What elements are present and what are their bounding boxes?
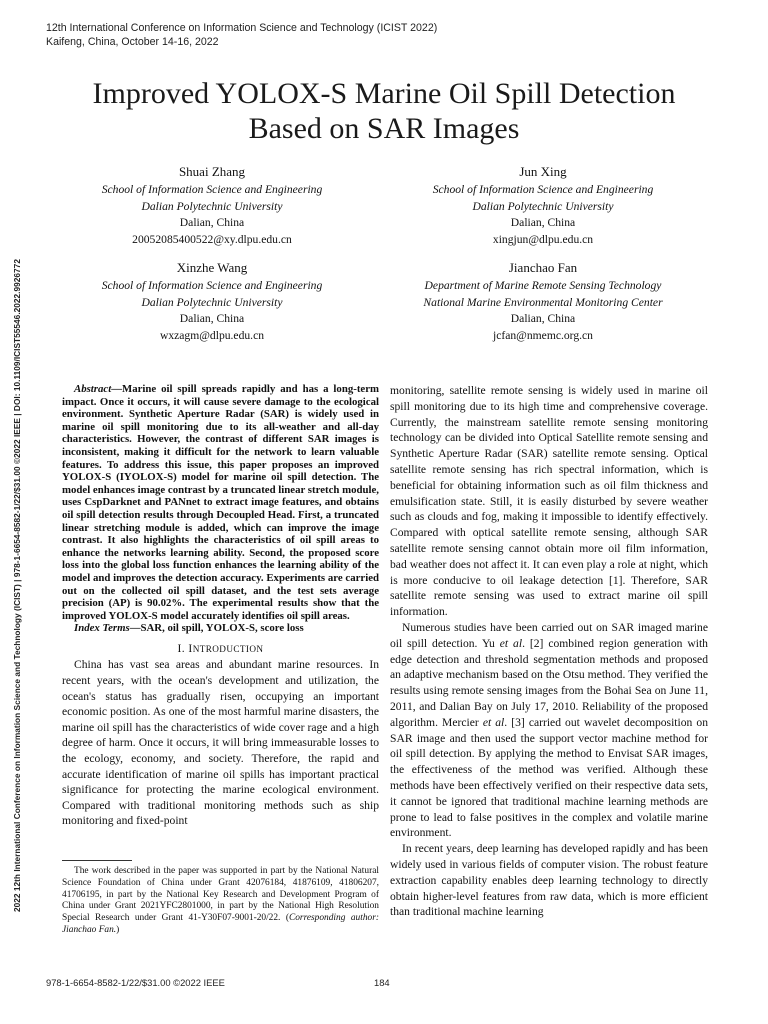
conference-location: Kaifeng, China, October 14-16, 2022: [46, 36, 219, 48]
author-block-3: [62, 259, 362, 344]
author-affiliation: School of Information Science and Engineering: [101, 279, 323, 292]
author-name: Jun Xing: [519, 164, 567, 179]
index-terms-text: —SAR, oil spill, YOLOX-S, score loss: [129, 622, 304, 635]
author-block-1: [62, 163, 362, 248]
author-institution: Dalian Polytechnic University: [141, 199, 283, 213]
section-heading: [62, 643, 379, 656]
index-terms-label: Index Terms: [74, 622, 130, 635]
author-email[interactable]: wxzagm@dlpu.edu.cn: [159, 328, 265, 342]
index-terms: [62, 622, 379, 635]
author-affiliation: Department of Marine Remote Sensing Technology: [424, 279, 662, 292]
author-email[interactable]: jcfan@nmemc.org.cn: [493, 328, 593, 342]
right-paragraph-3: In recent years, deep learning has developed rapidly and has been widely used in various fields of computer vision. The robust feature extraction capability enables deep learning technology to directly obtain higher-level features from raw data, which is more efficient than traditional machine learning: [390, 842, 708, 919]
p2-text-c: . [3] carried out wavelet decomposition on SAR image and then used the support vector machine method for oil spill detection. By applying the method to Envisat SAR images, the effectiveness of the method was verified. Although these methods have been effectively verified on their respective data sets, it cannot be ignored that traditional machine learning methods are prone to lead to false positives in the complex and volatile marine environment.: [390, 715, 708, 840]
title-line-1: Improved YOLOX-S Marine Oil Spill Detection: [92, 77, 676, 110]
footer-isbn: 978-1-6654-8582-1/22/$31.00 ©2022 IEEE: [46, 977, 225, 988]
author-city: Dalian, China: [510, 312, 576, 326]
footnote: [62, 866, 379, 937]
p2-text-b: . [2] combined region generation with edge detection and threshold segmentation methods and proposed an adaptive mechanism based on the Otsu method. They verified the results using remote sensing images from the Bohai Sea on June 11, 2011, and Dalian Bay on July 17, 2010. Reliability of the proposed algorithm. Mercier: [390, 636, 708, 729]
author-city: Dalian, China: [179, 312, 245, 326]
author-name: Xinzhe Wang: [176, 260, 248, 275]
right-paragraph-2: [390, 620, 708, 841]
intro-paragraph: China has vast sea areas and abundant marine resources. In recent years, with the ocean's development and utilization, the ocean's status has gradually risen, occupying an important economic position. As one of the most harmful marine disasters, the marine oil spill has the characteristics of wide cover rage and a high degree of harm. Once it occurs, it will bring immeasurable losses to the ecology, economy, and society. Therefore, the rapid and accurate identification of marine oil spills has important practical significance for protecting the marine ecological environment. Compared with traditional monitoring methods such as ship monitoring and fixed-point: [62, 658, 379, 828]
author-email[interactable]: 20052085400522@xy.dlpu.edu.cn: [132, 232, 292, 246]
author-name: Shuai Zhang: [178, 164, 246, 179]
author-affiliation: School of Information Science and Engineering: [101, 183, 323, 196]
page-number: 184: [374, 977, 390, 988]
right-column: [390, 383, 708, 920]
author-city: Dalian, China: [179, 216, 245, 230]
author-block-4: [376, 259, 710, 344]
section-title-initial: I: [188, 641, 193, 655]
left-column: [62, 383, 379, 829]
author-institution: National Marine Environmental Monitoring Center: [423, 295, 663, 309]
side-doi-identifier: 2022 12th International Conference on Information Science and Technology (ICIST) | 978-1-6654-8582-1/22/$31.00 ©2022 IEEE | DOI: 10.1109/ICIST55546.2022.9926772: [12, 259, 22, 912]
abstract-label: Abstract: [74, 383, 112, 395]
abstract-text: —Marine oil spill spreads rapidly and has a long-term impact. Once it occurs, it will cause severe damage to the ecological environment. Synthetic Aperture Radar (SAR) is widely used in marine oil spill monitoring due to its all-weather and all-day characteristics. However, the contrast of different SAR images is inconsistent, making it difficult for the network to learn valuable features. To address this issue, this paper proposes an improved YOLOX-S (IYOLOX-S) model for marine oil spill detection. The model enhances image contrast by a truncated linear stretch module, uses CspDarknet and PANnet to extract image features, and obtains oil spill detection results through Decoupled Head. First, a truncated linear stretching module is added, which can improve the image contrast. It also highlights the characteristics of oil spill areas to enhance the networks learning ability. Second, the proposed score loss into the global loss function enhances the learning ability of the model and improves the detection accuracy. Experiments are carried out on the collected oil spill dataset, and the test sets average precision (AP) is 90.02%. The experimental results show that the improved YOLOX-S model accurately identifies oil spill areas.: [62, 383, 379, 622]
author-city: Dalian, China: [510, 216, 576, 230]
p2-etal: et al: [482, 715, 505, 729]
p2-text-a: Numerous studies have been carried out on SAR imaged marine oil spill detection. Yu: [390, 620, 708, 650]
author-institution: Dalian Polytechnic University: [141, 295, 283, 309]
author-email[interactable]: xingjun@dlpu.edu.cn: [492, 232, 594, 246]
author-name: Jianchao Fan: [508, 260, 578, 275]
right-paragraph-1: monitoring, satellite remote sensing is widely used in marine oil spill monitoring due to its high time and comprehensive coverage. Currently, the mainstream satellite remote sensing monitoring technology can be divided into Optical Satellite remote sensing and Synthetic Aperture Radar (SAR) satellite remote sensing. Optical satellite remote sensing has rich spectral information, which is beneficial for obtaining information such as oil film thickness and emulsification state. Still, it is easily disturbed by severe weather such as clouds and fog, making it impossible to identify effectively. Compared with optical satellite remote sensing, although SAR satellite remote sensing cannot obtain more oil film information, bad weather does not affect it. It can even play a role at night, which is more conducive to oil leakage detection [1]. Therefore, SAR satellite remote sensing was used to extract marine oil spill information.: [390, 384, 708, 619]
section-number: I.: [177, 641, 186, 655]
p2-etal: et al: [499, 636, 523, 650]
footnote-end: ): [116, 924, 120, 935]
footnote-text: The work described in the paper was supported in part by the National Natural Science Foundation of China under Grant 42076184, 41876109, 41806207, 41706195, in part by the National Key Research and Development Program of China under Grant 2021YFC2801000, in part by the National High Resolution Special Research under Grant 41-Y30F07-9001-20/22. (: [62, 866, 379, 924]
corresponding-author: Corresponding author: Jianchao Fan.: [62, 913, 379, 935]
conference-name: 12th International Conference on Information Science and Technology (ICIST 2022): [46, 22, 438, 34]
title-line-2: Based on SAR Images: [248, 112, 520, 145]
author-institution: Dalian Polytechnic University: [472, 199, 614, 213]
author-block-2: [393, 163, 693, 248]
paper-title: [40, 76, 728, 146]
conference-header: [46, 21, 437, 49]
author-affiliation: School of Information Science and Engineering: [432, 183, 654, 196]
abstract: [62, 383, 379, 622]
footnote-rule: [62, 860, 132, 861]
section-title-rest: NTRODUCTION: [192, 643, 264, 654]
